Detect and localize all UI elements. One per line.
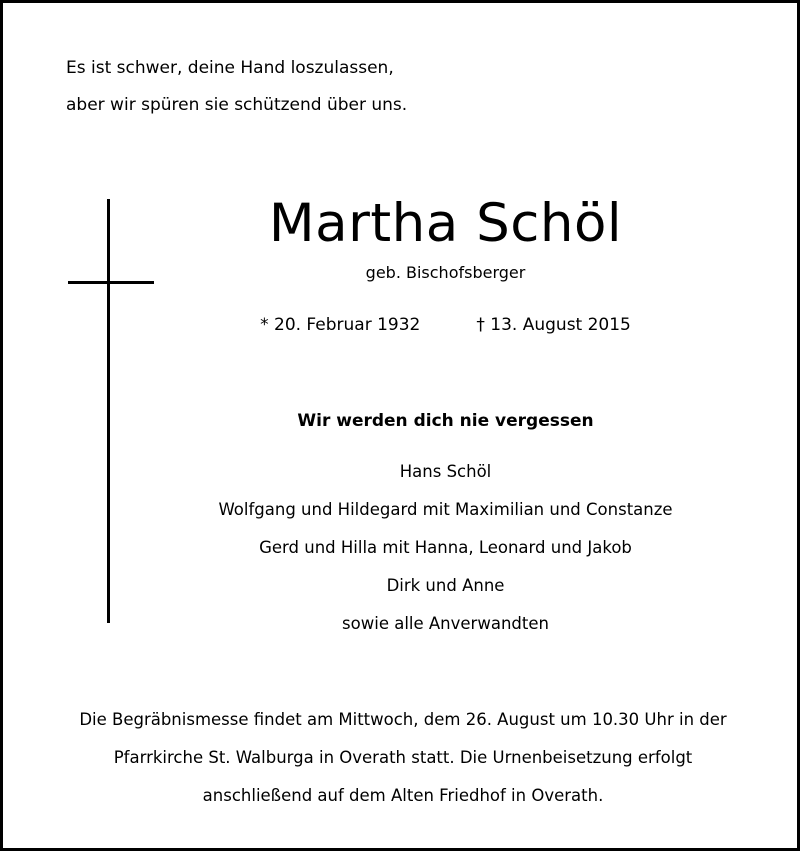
birth-date: * 20. Februar 1932 <box>260 315 421 335</box>
funeral-line: Pfarrkirche St. Walburga in Overath statt. Die Urnenbeisetzung erfolgt <box>113 748 693 767</box>
mourners-list <box>3 453 800 643</box>
deceased-name: Martha Schöl <box>268 193 623 254</box>
memorial-quote <box>66 50 407 124</box>
mourner-line: Dirk und Anne <box>386 576 505 595</box>
funeral-line: Die Begräbnismesse findet am Mittwoch, dem 26. August um 10.30 Uhr in der <box>79 710 727 729</box>
mourner-line: Hans Schöl <box>399 462 492 481</box>
motto: Wir werden dich nie vergessen <box>297 411 594 431</box>
mourner-line: Wolfgang und Hildegard mit Maximilian und Constanze <box>218 500 673 519</box>
death-date: † 13. August 2015 <box>476 315 631 335</box>
mourner-line: sowie alle Anverwandten <box>342 614 549 633</box>
quote-line-1: Es ist schwer, deine Hand loszulassen, <box>66 58 394 78</box>
maiden-name: geb. Bischofsberger <box>365 263 526 282</box>
mourner-line: Gerd und Hilla mit Hanna, Leonard und Jakob <box>259 538 632 557</box>
life-dates <box>3 313 800 337</box>
funeral-line: anschließend auf dem Alten Friedhof in Overath. <box>202 786 604 805</box>
quote-line-2: aber wir spüren sie schützend über uns. <box>66 95 408 115</box>
funeral-notice <box>3 701 800 815</box>
